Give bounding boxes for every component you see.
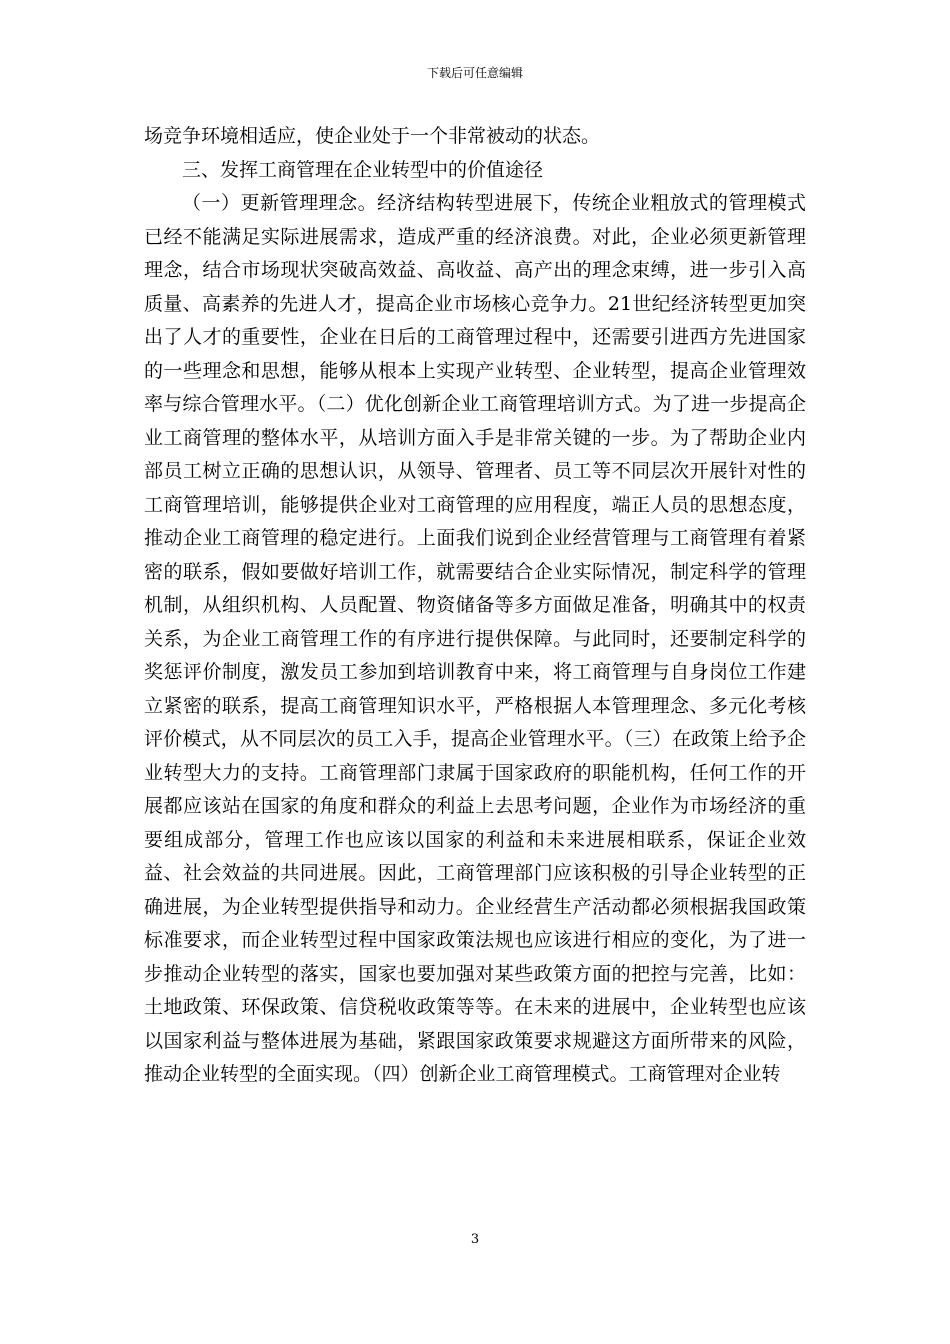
page-header: 下载后可任意编辑 <box>426 66 523 80</box>
body-paragraph: 场竞争环境相适应，使企业处于一个非常被动的状态。 <box>144 125 601 147</box>
document-body <box>144 120 806 1092</box>
section-heading: 三、发挥工商管理在企业转型中的价值途径 <box>182 158 544 181</box>
body-paragraph: （一）更新管理理念。经济结构转型进展下，传统企业粗放式的管理模式已经不能满足实际进展需求，造成严重的经济浪费。对此，企业必须更新管理理念，结合市场现状突破高效益、高收益、高产出的理念束缚，进一步引入高质量、高素养的先进人才，提高企业市场核心竞争力。21世纪经济转型更加突出了人才的重要性，企业在日后的工商管理过程中，还需要引进西方先进国家的一些理念和思想，能够从根本上实现产业转型、企业转型，提高企业管理效率与综合管理水平。（二）优化创新企业工商管理培训方式。为了进一步提高企业工商管理的整体水平，从培训方面入手是非常关键的一步。为了帮助企业内部员工树立正确的思想认识，从领导、管理者、员工等不同层次开展针对性的工商管理培训，能够提供企业对工商管理的应用程度，端正人员的思想态度，推动企业工商管理的稳定进行。上面我们说到企业经营管理与工商管理有着紧密的联系，假如要做好培训工作，就需要结合企业实际情况，制定科学的管理机制，从组织机构、人员配置、物资储备等多方面做足准备，明确其中的权责关系，为企业工商管理工作的有序进行提供保障。与此同时，还要制定科学的奖惩评价制度，激发员工参加到培训教育中来，将工商管理与自身岗位工作建立紧密的联系，提高工商管理知识水平，严格根据人本管理理念、多元化考核评价模式，从不同层次的员工入手，提高企业管理水平。（三）在政策上给予企业转型大力的支持。工商管理部门隶属于国家政府的职能机构，任何工作的开展都应该站在国家的角度和群众的利益上去思考问题，企业作为市场经济的重要组成部分，管理工作也应该以国家的利益和未来进展相联系，保证企业效益、社会效益的共同进展。因此，工商管理部门应该积极的引导企业转型的正确进展，为企业转型提供指导和动力。企业经营生产活动都必须根据我国政策标准要求，而企业转型过程中国家政策法规也应该进行相应的变化，为了进一步推动企业转型的落实，国家也要加强对某些政策方面的把控与完善，比如：土地政策、环保政策、信贷税收政策等等。在未来的进展中，企业转型也应该以国家利益与整体进展为基础，紧跟国家政策要求规避这方面所带来的风险，推动企业转型的全面实现。（四）创新企业工商管理模式。工商管理对企业转 <box>144 192 806 1085</box>
page-number: 3 <box>470 1232 480 1247</box>
